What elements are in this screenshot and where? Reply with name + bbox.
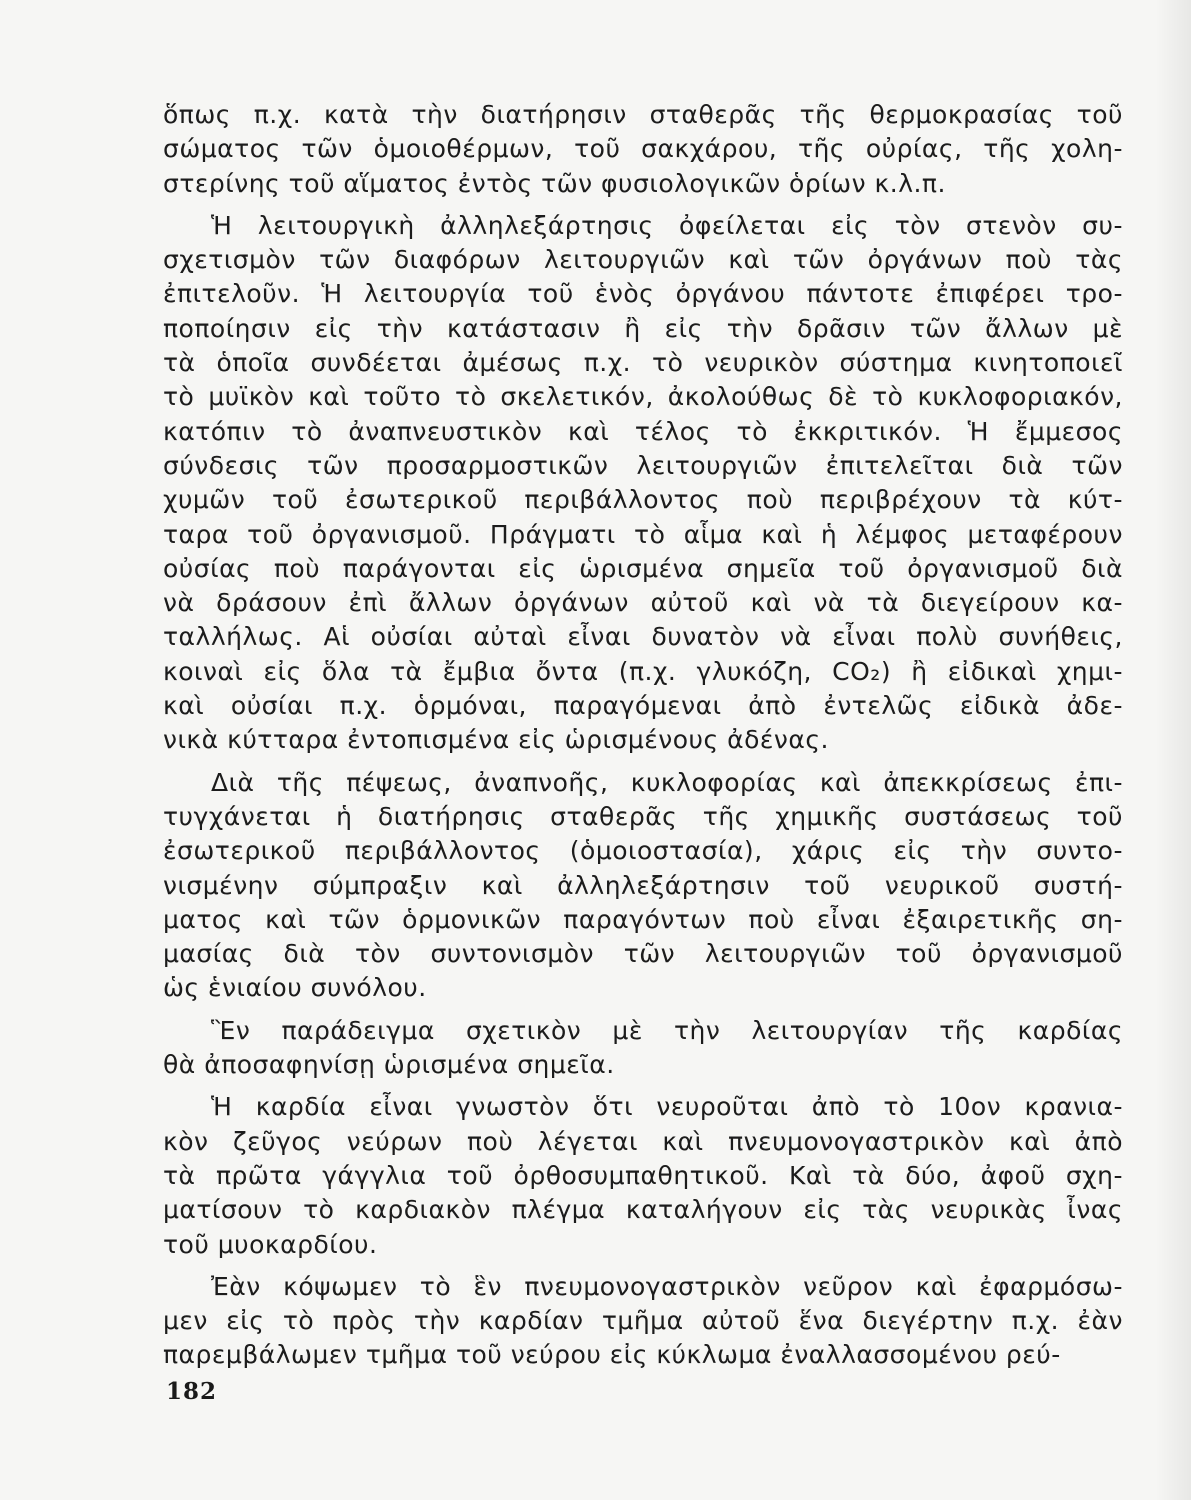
text-line: σχετισμὸν τῶν διαφόρων λειτουργιῶν καὶ τῶν ὀργάνων ποὺ τὰς xyxy=(163,245,1123,275)
text-line: κατόπιν τὸ ἀναπνευστικὸν καὶ τέλος τὸ ἐκκριτικόν. Ἡ ἔμμεσος xyxy=(163,416,1123,446)
paragraph-gap xyxy=(163,1082,1123,1090)
text-line: Ἓν παράδειγμα σχετικὸν μὲ τὴν λειτουργίαν τῆς καρδίας xyxy=(211,1015,1123,1045)
text-line: κοιναὶ εἰς ὅλα τὰ ἔμβια ὄντα (π.χ. γλυκόζη, CO₂) ἢ εἰδικαὶ χημι- xyxy=(163,656,1123,686)
text-line: θὰ ἀποσαφηνίσῃ ὡρισμένα σημεῖα. xyxy=(163,1050,615,1080)
text-line: τὰ ὁποῖα συνδέεται ἀμέσως π.χ. τὸ νευρικὸν σύστημα κινητοποιεῖ xyxy=(163,348,1123,378)
text-line: ματος καὶ τῶν ὁρμονικῶν παραγόντων ποὺ εἶναι ἐξαιρετικῆς ση- xyxy=(163,904,1123,934)
text-line: ἐπιτελοῦν. Ἡ λειτουργία τοῦ ἑνὸς ὀργάνου πάντοτε ἐπιφέρει τρο- xyxy=(163,279,1123,309)
text-line: Ἡ καρδία εἶναι γνωστὸν ὅτι νευροῦται ἀπὸ τὸ 10ον κρανια- xyxy=(211,1092,1123,1122)
text-line: ποποίησιν εἰς τὴν κατάστασιν ἢ εἰς τὴν δρᾶσιν τῶν ἄλλων μὲ xyxy=(163,313,1123,343)
text-line: οὐσίας ποὺ παράγονται εἰς ὡρισμένα σημεῖα τοῦ ὀργανισμοῦ διὰ xyxy=(163,553,1123,583)
text-line: Ἐὰν κόψωμεν τὸ ἓν πνευμονογαστρικὸν νεῦρον καὶ ἐφαρμόσω- xyxy=(211,1271,1123,1301)
text-line: χυμῶν τοῦ ἐσωτερικοῦ περιβάλλοντος ποὺ περιβρέχουν τὰ κύτ- xyxy=(163,485,1123,515)
text-line: καὶ οὐσίαι π.χ. ὁρμόναι, παραγόμεναι ἀπὸ ἐντελῶς εἰδικὰ ἀδε- xyxy=(163,691,1123,721)
text-line: σώματος τῶν ὁμοιοθέρμων, τοῦ σακχάρου, τῆς οὐρίας, τῆς χολη- xyxy=(163,134,1123,164)
text-line: τὰ πρῶτα γάγγλια τοῦ ὀρθοσυμπαθητικοῦ. Καὶ τὰ δύο, ἀφοῦ σχη- xyxy=(163,1160,1123,1190)
paragraph xyxy=(163,1014,1123,1083)
text-line: νὰ δράσουν ἐπὶ ἄλλων ὀργάνων αὐτοῦ καὶ νὰ τὰ διεγείρουν κα- xyxy=(163,588,1123,618)
text-line: ὅπως π.χ. κατὰ τὴν διατήρησιν σταθερᾶς τῆς θερμοκρασίας τοῦ xyxy=(163,100,1123,129)
paragraph xyxy=(163,1270,1123,1373)
text-line: κὸν ζεῦγος νεύρων ποὺ λέγεται καὶ πνευμονογαστρικὸν καὶ ἀπὸ xyxy=(163,1126,1123,1156)
paragraph-gap xyxy=(163,201,1123,209)
paragraph xyxy=(163,766,1123,1006)
text-line: τοῦ μυοκαρδίου. xyxy=(163,1229,378,1259)
text-line: ταλλήλως. Αἱ οὐσίαι αὐταὶ εἶναι δυνατὸν νὰ εἶναι πολὺ συνήθεις, xyxy=(163,622,1123,652)
paragraph xyxy=(163,209,1123,758)
paragraph-gap xyxy=(163,758,1123,766)
paragraph-gap xyxy=(163,1262,1123,1270)
paragraph-gap xyxy=(163,1006,1123,1014)
text-line: νικὰ κύτταρα ἐντοπισμένα εἰς ὡρισμένους ἀδένας. xyxy=(163,725,829,755)
text-line: μασίας διὰ τὸν συντονισμὸν τῶν λειτουργιῶν τοῦ ὀργανισμοῦ xyxy=(163,939,1123,969)
text-line: παρεμβάλωμεν τμῆμα τοῦ νεύρου εἰς κύκλωμα ἐναλλασσομένου ρεύ- xyxy=(163,1340,1061,1370)
text-line: νισμένην σύμπραξιν καὶ ἀλληλεξάρτησιν τοῦ νευρικοῦ συστή- xyxy=(163,870,1123,900)
text-line: σύνδεσις τῶν προσαρμοστικῶν λειτουργιῶν ἐπιτελεῖται διὰ τῶν xyxy=(163,450,1123,480)
page-edge-shadow xyxy=(1155,0,1191,1500)
body-text xyxy=(163,98,1123,1373)
text-line: στερίνης τοῦ αἵματος ἐντὸς τῶν φυσιολογικῶν ὁρίων κ.λ.π. xyxy=(163,168,946,198)
text-line: τὸ μυϊκὸν καὶ τοῦτο τὸ σκελετικόν, ἀκολούθως δὲ τὸ κυκλοφοριακόν, xyxy=(163,382,1123,412)
text-line: τυγχάνεται ἡ διατήρησις σταθερᾶς τῆς χημικῆς συστάσεως τοῦ xyxy=(163,801,1123,831)
text-line: ὡς ἑνιαίου συνόλου. xyxy=(163,973,427,1003)
text-line: ματίσουν τὸ καρδιακὸν πλέγμα καταλήγουν εἰς τὰς νευρικὰς ἶνας xyxy=(163,1195,1123,1225)
paragraph xyxy=(163,1090,1123,1261)
text-line: Ἡ λειτουργικὴ ἀλληλεξάρτησις ὀφείλεται εἰς τὸν στενὸν συ- xyxy=(211,210,1123,240)
page-number: 182 xyxy=(166,1378,218,1405)
text-line: μεν εἰς τὸ πρὸς τὴν καρδίαν τμῆμα αὐτοῦ ἕνα διεγέρτην π.χ. ἐὰν xyxy=(163,1306,1123,1336)
text-line: Διὰ τῆς πέψεως, ἀναπνοῆς, κυκλοφορίας καὶ ἀπεκκρίσεως ἐπι- xyxy=(211,767,1123,797)
text-line: ταρα τοῦ ὀργανισμοῦ. Πράγματι τὸ αἷμα καὶ ἡ λέμφος μεταφέρουν xyxy=(163,519,1123,549)
paragraph xyxy=(163,98,1123,201)
text-line: ἐσωτερικοῦ περιβάλλοντος (ὁμοιοστασία), χάρις εἰς τὴν συντο- xyxy=(163,836,1123,866)
